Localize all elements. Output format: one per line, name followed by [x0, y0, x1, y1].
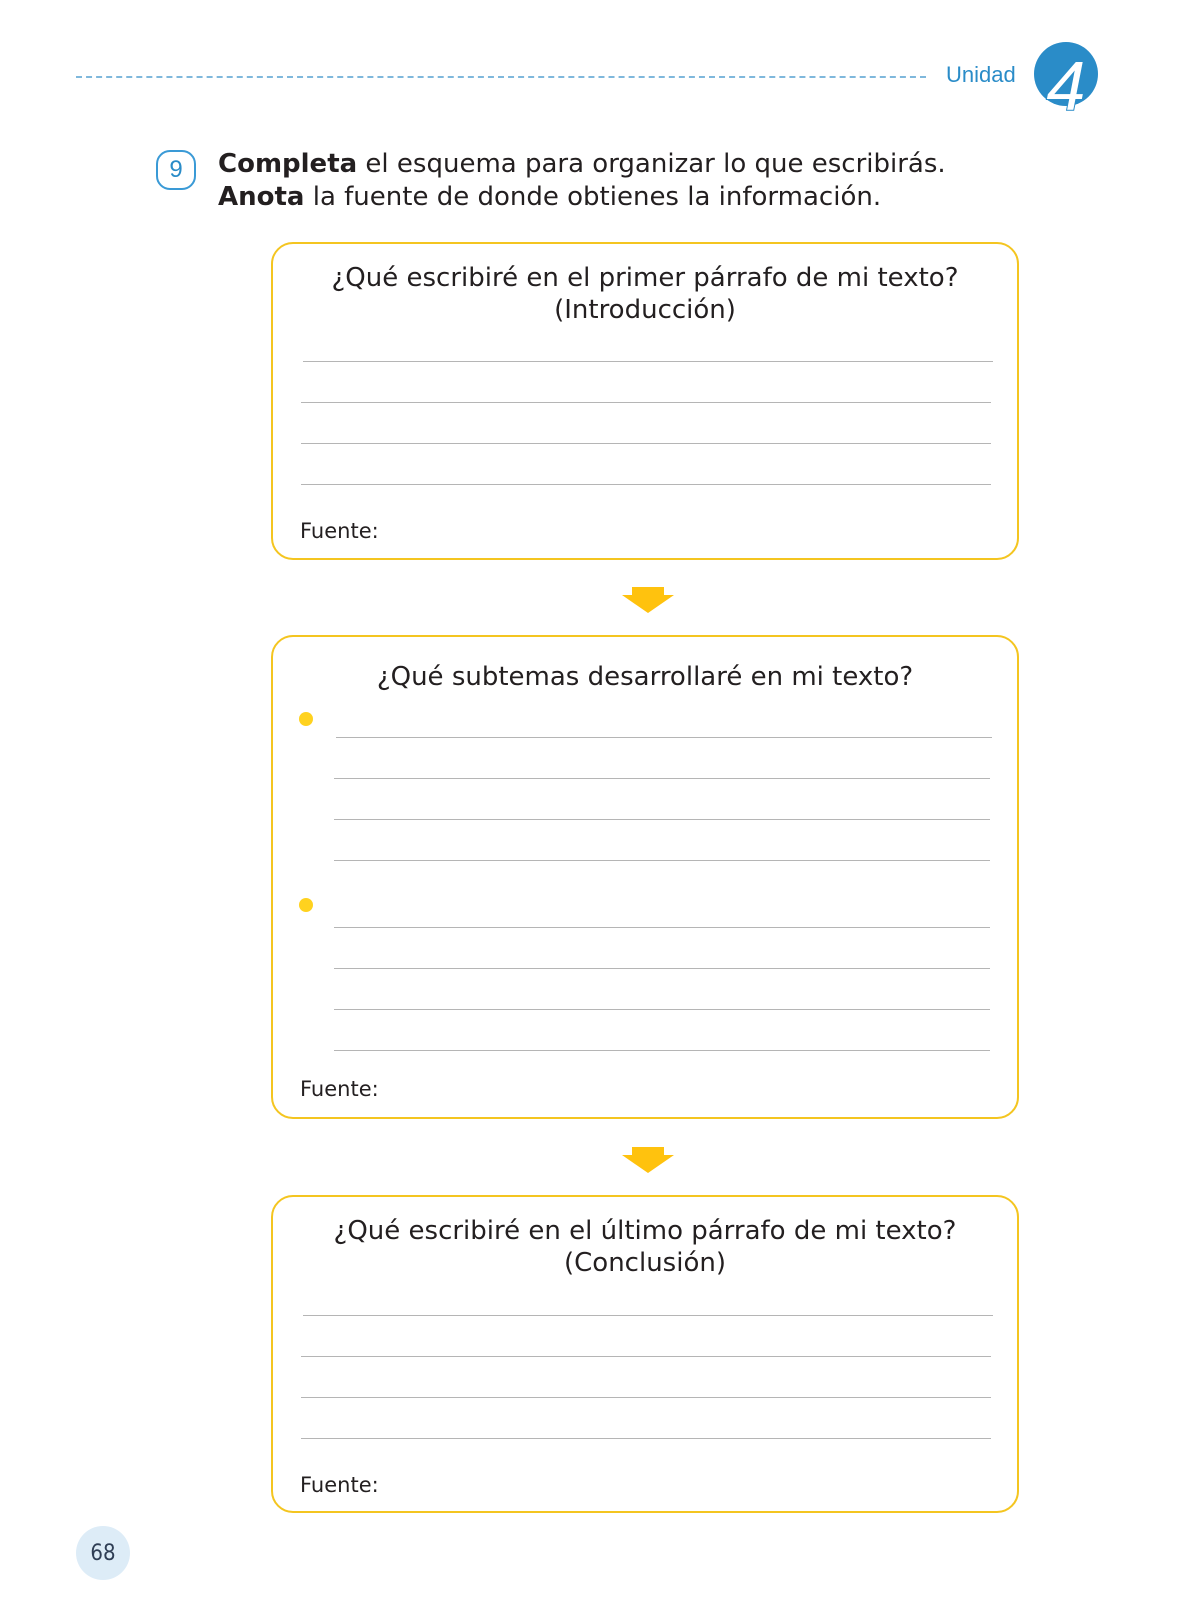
writing-line[interactable]	[301, 484, 991, 485]
activity-number-badge: 9	[156, 150, 196, 190]
arrow-down-icon	[622, 1147, 674, 1173]
intro-question-line-1: ¿Qué escribiré en el primer párrafo de mi texto?	[331, 263, 959, 293]
arrow-down-icon	[622, 587, 674, 613]
instruction-line-2	[218, 181, 1018, 214]
unit-label: Unidad	[946, 62, 1016, 87]
writing-line[interactable]	[301, 402, 991, 403]
intro-box	[271, 242, 1019, 560]
conclusion-question-line-2: (Conclusión)	[564, 1248, 726, 1278]
writing-line[interactable]	[334, 927, 990, 928]
page-number: 68	[76, 1526, 130, 1580]
instruction-text-2: la fuente de donde obtienes la información.	[304, 182, 882, 212]
conclusion-question	[273, 1215, 1017, 1279]
bullet-dot-1	[299, 712, 313, 726]
writing-line[interactable]	[334, 1050, 990, 1051]
instruction-text-1: el esquema para organizar lo que escribirás.	[357, 149, 946, 179]
intro-question	[273, 262, 1017, 326]
writing-line[interactable]	[301, 1356, 991, 1357]
writing-line[interactable]	[334, 778, 990, 779]
writing-line[interactable]	[336, 737, 992, 738]
writing-line[interactable]	[303, 1315, 993, 1316]
instruction-verb-2: Anota	[218, 182, 305, 212]
conclusion-box	[271, 1195, 1019, 1513]
instruction-verb-1: Completa	[218, 149, 358, 179]
intro-source-label: Fuente:	[300, 519, 379, 543]
unit-number-badge	[1030, 32, 1106, 124]
instruction-line-1	[218, 148, 1018, 181]
conclusion-source-label: Fuente:	[300, 1473, 379, 1497]
subtopics-source-label: Fuente:	[300, 1077, 379, 1101]
writing-line[interactable]	[334, 968, 990, 969]
writing-line[interactable]	[334, 1009, 990, 1010]
writing-line[interactable]	[334, 819, 990, 820]
bullet-dot-2	[299, 898, 313, 912]
writing-line[interactable]	[301, 443, 991, 444]
subtopics-question	[273, 661, 1017, 693]
writing-line[interactable]	[301, 1438, 991, 1439]
writing-line[interactable]	[303, 361, 993, 362]
conclusion-question-line-1: ¿Qué escribiré en el último párrafo de mi texto?	[333, 1216, 957, 1246]
writing-line[interactable]	[301, 1397, 991, 1398]
unit-number: 4	[1046, 47, 1086, 124]
intro-question-line-2: (Introducción)	[554, 295, 736, 325]
writing-line[interactable]	[334, 860, 990, 861]
subtopics-box	[271, 635, 1019, 1119]
subtopics-question-line-1: ¿Qué subtemas desarrollaré en mi texto?	[376, 662, 914, 692]
header-dashed-rule	[76, 76, 926, 78]
instruction-text	[218, 148, 1018, 214]
